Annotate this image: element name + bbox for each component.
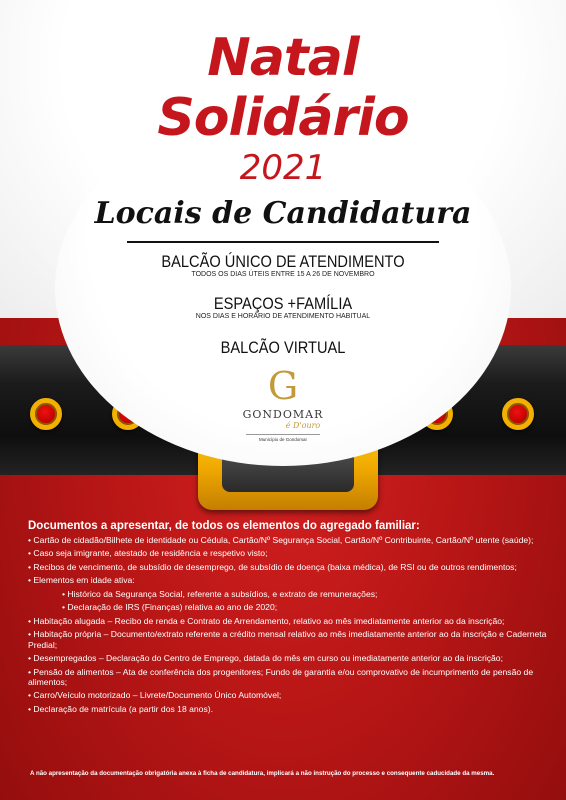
logo-script: é D'ouro [285, 421, 321, 430]
footer-note: A não apresentação da documentação obrigatória anexa à ficha de candidatura, implicará a não instrução do processo e consequente caducidade da mesma. [30, 770, 495, 777]
documents-section [28, 520, 548, 717]
logo-municipality: Município de Gondomar [258, 437, 308, 442]
list-item: • Desempregados – Declaração do Centro de Emprego, datada do mês em curso ou imediatamente anterior ao da inscrição; [28, 653, 503, 664]
poster-title-line2: Solidário [157, 88, 409, 148]
logo-divider [246, 434, 320, 435]
list-item: • Carro/Veículo motorizado – Livrete/Documento Único Automóvel; [28, 690, 282, 701]
documents-heading: Documentos a apresentar, de todos os elementos do agregado familiar: [28, 520, 420, 532]
list-item: • Cartão de cidadão/Bilhete de identidade ou Cédula, Cartão/Nº Segurança Social, Cartão/Nº Contribuinte, Cartão/Nº utente (saúde); [28, 535, 534, 545]
subtitle-divider [127, 241, 439, 243]
logo-name: GONDOMAR [242, 408, 324, 421]
location-detail: TODOS OS DIAS ÚTEIS ENTRE 15 A 26 DE NOVEMBRO [191, 271, 375, 278]
list-item: • Declaração de matrícula (a partir dos 18 anos). [28, 703, 213, 714]
poster-subtitle: Locais de Candidatura [94, 196, 472, 231]
list-item: • Elementos em idade ativa: [28, 575, 135, 586]
location-name: ESPAÇOS +FAMÍLIA [213, 294, 353, 313]
list-item: • Recibos de vencimento, de subsídio de desemprego, de subsídio de doença (baixa médica), de RSI ou de outros rendimentos; [28, 561, 517, 572]
location-detail: NOS DIAS E HORÁRIO DE ATENDIMENTO HABITUAL [195, 313, 371, 320]
location-name: BALCÃO ÚNICO DE ATENDIMENTO [161, 252, 405, 271]
list-item: • Habitação própria – Documento/extrato referente a crédito mensal relativo ao mês imediatamente anterior ao da inscrição e Caderneta Predial; [28, 629, 547, 650]
location-name: BALCÃO VIRTUAL [220, 338, 346, 357]
list-item: • Habitação alugada – Recibo de renda e Contrato de Arrendamento, relativo ao mês imediatamente anterior ao da inscrição; [28, 615, 505, 626]
documents-list [28, 535, 548, 714]
list-item: • Caso seja imigrante, atestado de residência e respetivo visto; [28, 548, 268, 559]
list-item: • Declaração de IRS (Finanças) relativa ao ano de 2020; [62, 602, 278, 613]
poster-title-line1: Natal [207, 28, 359, 88]
poster-year: 2021 [239, 148, 327, 188]
list-item: • Histórico da Segurança Social, referente a subsídios, e extrato de remunerações; [62, 588, 378, 599]
gondomar-logo-icon: G [267, 364, 299, 408]
list-item: • Pensão de alimentos – Ata de conferência dos progenitores; Fundo de garantia e/ou comprovativo de incumprimento de pensão de alimentos; [28, 666, 534, 687]
